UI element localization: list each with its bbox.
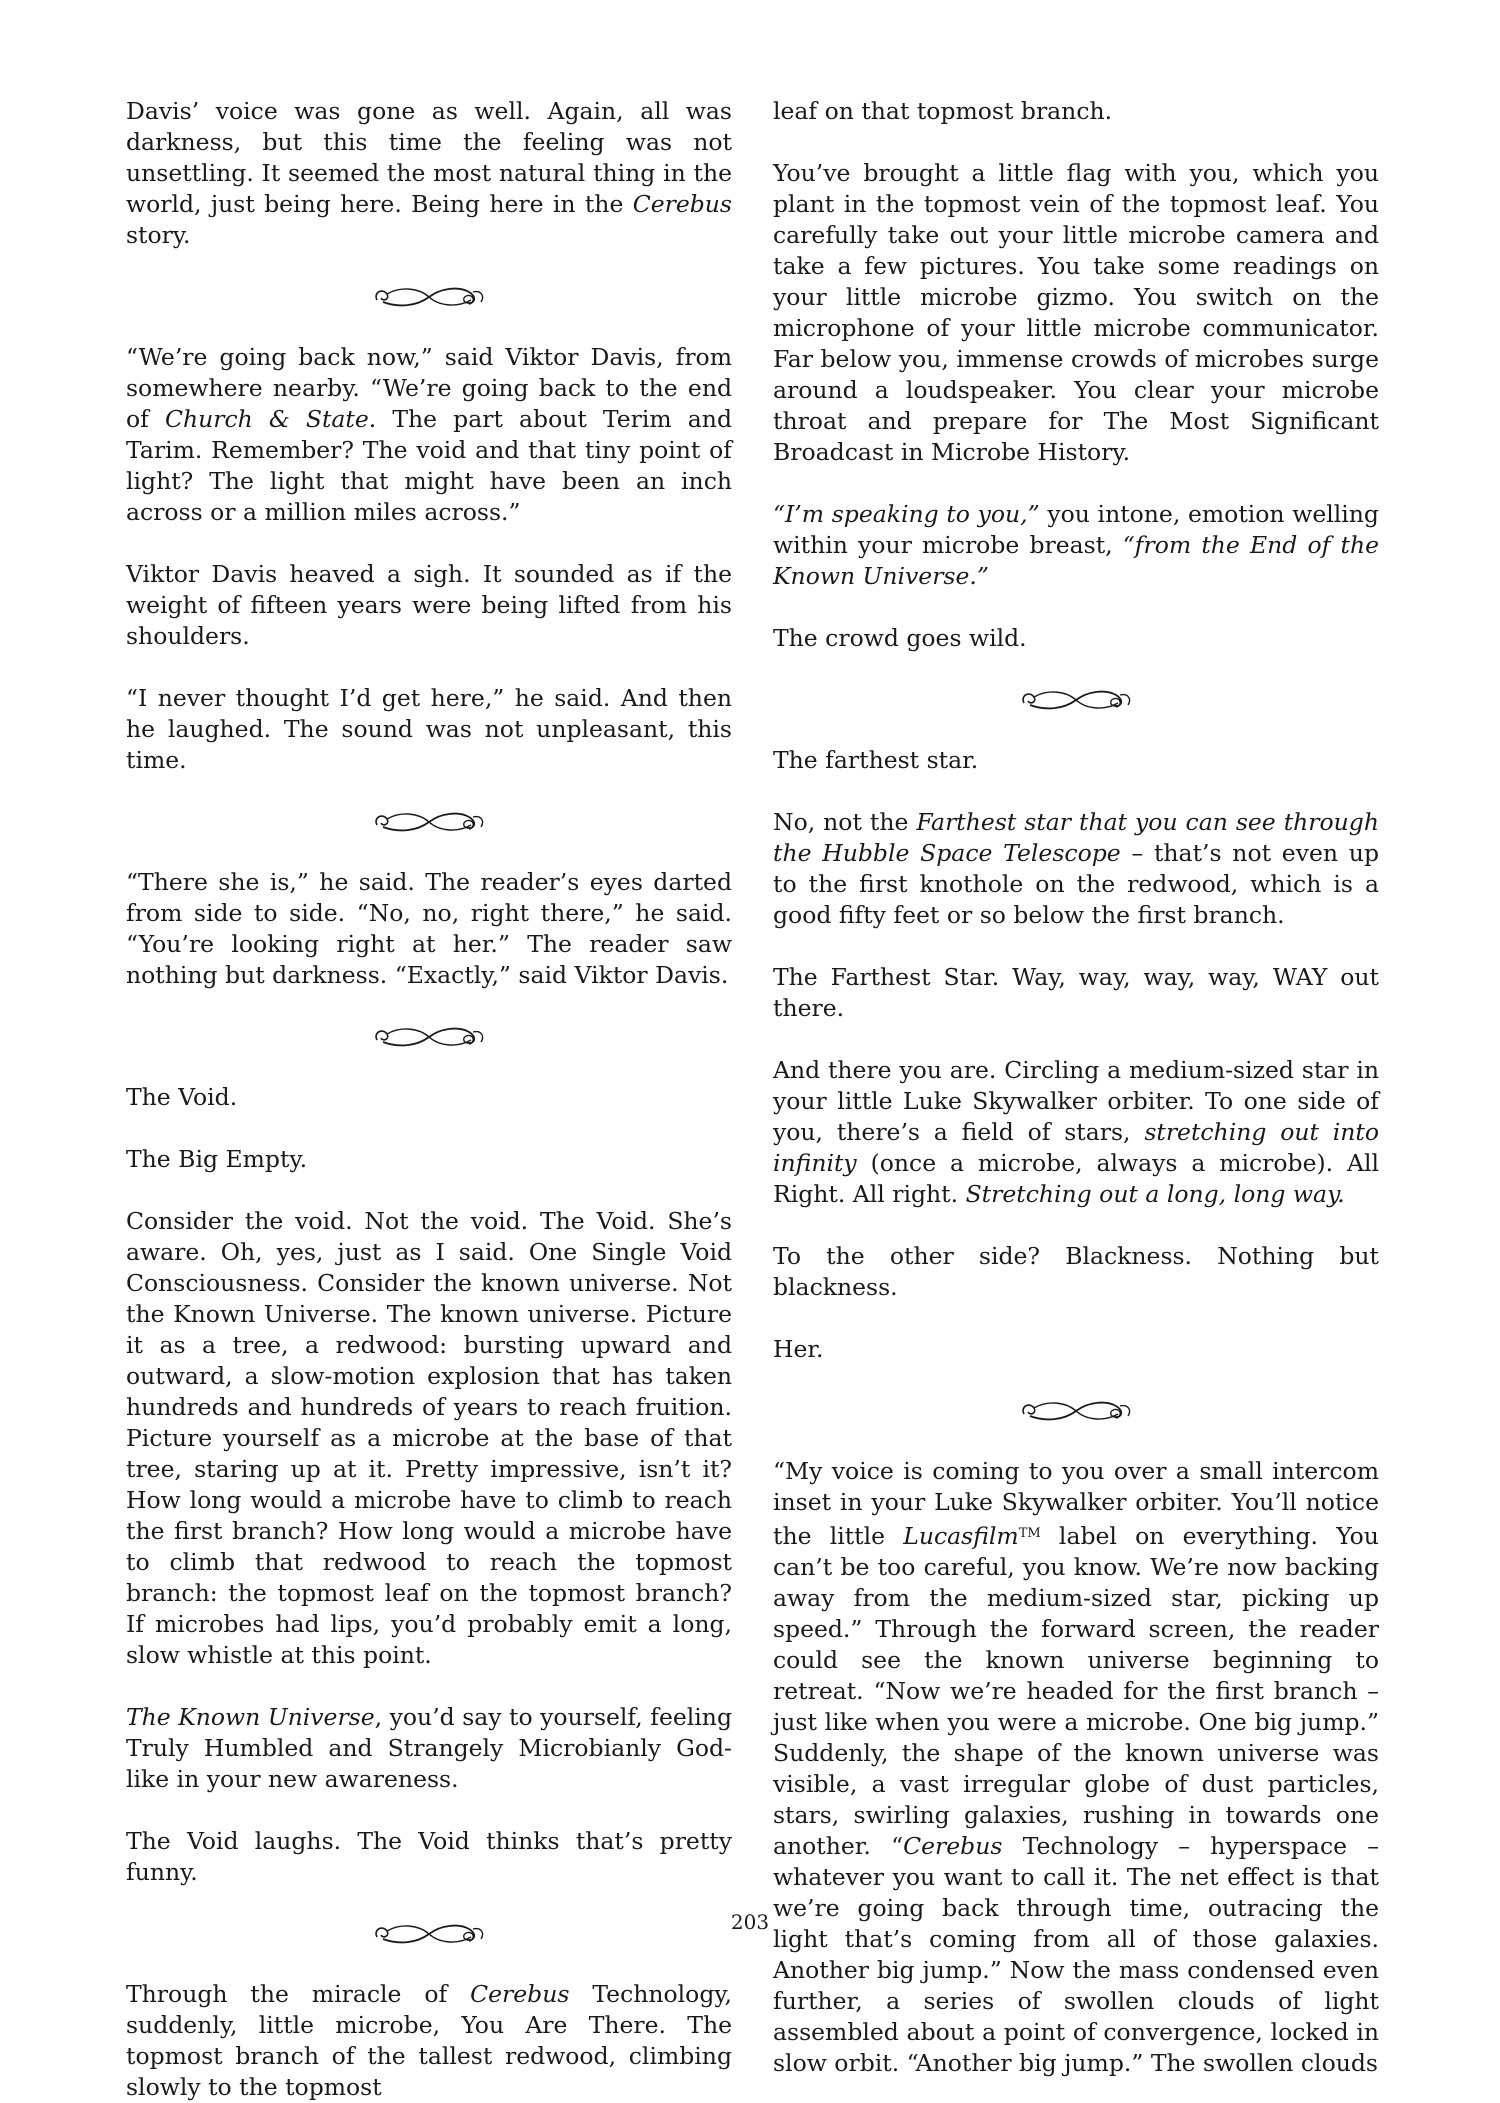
left-column <box>126 96 732 2103</box>
paragraph: And there you are. Circling a medium-sized star in your little Luke Skywalker orbiter. To one side of you, there’s a field of stars, stretching out into infinity (once a microbe, always a microbe). All Right. All right. Stretching out a long, long way. <box>773 1056 1379 1208</box>
paragraph: The Farthest Star. Way, way, way, way, WAY out there. <box>773 963 1379 1022</box>
paragraph: Viktor Davis heaved a sigh. It sounded as if the weight of fifteen years were being lifted from his shoulders. <box>126 560 732 650</box>
paragraph: “We’re going back now,” said Viktor Davis, from somewhere nearby. “We’re going back to the end of Church & State. The part about Terim and Tarim. Remember? The void and that tiny point of light? The light that might have been an inch across or a million miles across.” <box>126 343 732 526</box>
scroll-flourish-icon <box>1016 1396 1136 1426</box>
scroll-flourish-icon <box>369 1022 489 1052</box>
paragraph: “I never thought I’d get here,” he said. And then he laughed. The sound was not unpleasant, this time. <box>126 684 732 774</box>
scroll-flourish-icon <box>1016 685 1136 715</box>
paragraph: No, not the Farthest star that you can see through the Hubble Space Telescope – that’s not even up to the first knothole on the redwood, which is a good fifty feet or so below the first branch. <box>773 808 1379 929</box>
paragraph: The Known Universe, you’d say to yourself, feeling Truly Humbled and Strangely Microbianly God-like in your new awareness. <box>126 1703 732 1793</box>
page-number: 203 <box>730 1910 770 1934</box>
scroll-flourish-icon <box>369 807 489 837</box>
paragraph: You’ve brought a little flag with you, which you plant in the topmost vein of the topmost leaf. You carefully take out your little microbe camera and take a few pictures. You take some readings on your little microbe gizmo. You switch on the microphone of your little microbe communicator. Far below you, immense crowds of microbes surge around a loudspeaker. You clear your microbe throat and prepare for The Most Significant Broadcast in Microbe History. <box>773 159 1379 466</box>
paragraph: The farthest star. <box>773 746 979 774</box>
paragraph: Consider the void. Not the void. The Void. She’s aware. Oh, yes, just as I said. One Single Void Consciousness. Consider the known universe. Not the Known Universe. The known universe. Picture it as a tree, a redwood: bursting upward and outward, a slow-motion explosion that has taken hundreds and hundreds of years to reach fruition. Picture yourself as a microbe at the base of that tree, staring up at it. Pretty impressive, isn’t it? How long would a microbe have to climb to reach the first branch? How long would a microbe have to climb that redwood to reach the topmost branch: the topmost leaf on the topmost branch? If microbes had lips, you’d probably emit a long, slow whistle at this point. <box>126 1207 732 1669</box>
paragraph: The crowd goes wild. <box>773 624 1027 652</box>
paragraph: Her. <box>773 1335 824 1363</box>
right-column <box>773 96 1379 2079</box>
paragraph: “I’m speaking to you,” you intone, emotion welling within your microbe breast, “from the End of the Known Universe.” <box>773 500 1379 590</box>
paragraph: “There she is,” he said. The reader’s eyes darted from side to side. “No, no, right there,” he said. “You’re looking right at her.” The reader saw nothing but darkness. “Exactly,” said Viktor Davis. <box>126 868 732 989</box>
paragraph: The Big Empty. <box>126 1145 308 1173</box>
paragraph: leaf on that topmost branch. <box>773 97 1113 125</box>
paragraph: To the other side? Blackness. Nothing but blackness. <box>773 1242 1379 1301</box>
scroll-flourish-icon <box>369 282 489 312</box>
paragraph: “My voice is coming to you over a small intercom inset in your Luke Skywalker orbiter. You’ll notice the little Lucasfilm™ label on everything. You can’t be too careful, you know. We’re now backing away from the medium-sized star, picking up speed.” Through the forward screen, the reader could see the known universe beginning to retreat. “Now we’re headed for the first branch – just like when you were a microbe. One big jump.” Suddenly, the shape of the known universe was visible, a vast irregular globe of dust particles, stars, swirling galaxies, rushing in towards one another. “Cerebus Technology – hyperspace – whatever you want to call it. The net effect is that we’re going back through time, outracing the light that’s coming from all of those galaxies. Another big jump.” Now the mass condensed even further, a series of swollen clouds of light assembled about a point of convergence, locked in slow orbit. “Another big jump.” The swollen clouds <box>773 1457 1379 2077</box>
paragraph: The Void laughs. The Void thinks that’s pretty funny. <box>126 1827 732 1886</box>
paragraph: Davis’ voice was gone as well. Again, all was darkness, but this time the feeling was not unsettling. It seemed the most natural thing in the world, just being here. Being here in the Cerebus story. <box>126 97 732 249</box>
paragraph: The Void. <box>126 1083 238 1111</box>
paragraph: Through the miracle of Cerebus Technology, suddenly, little microbe, You Are There. The topmost branch of the tallest redwood, climbing slowly to the topmost <box>126 1980 732 2101</box>
